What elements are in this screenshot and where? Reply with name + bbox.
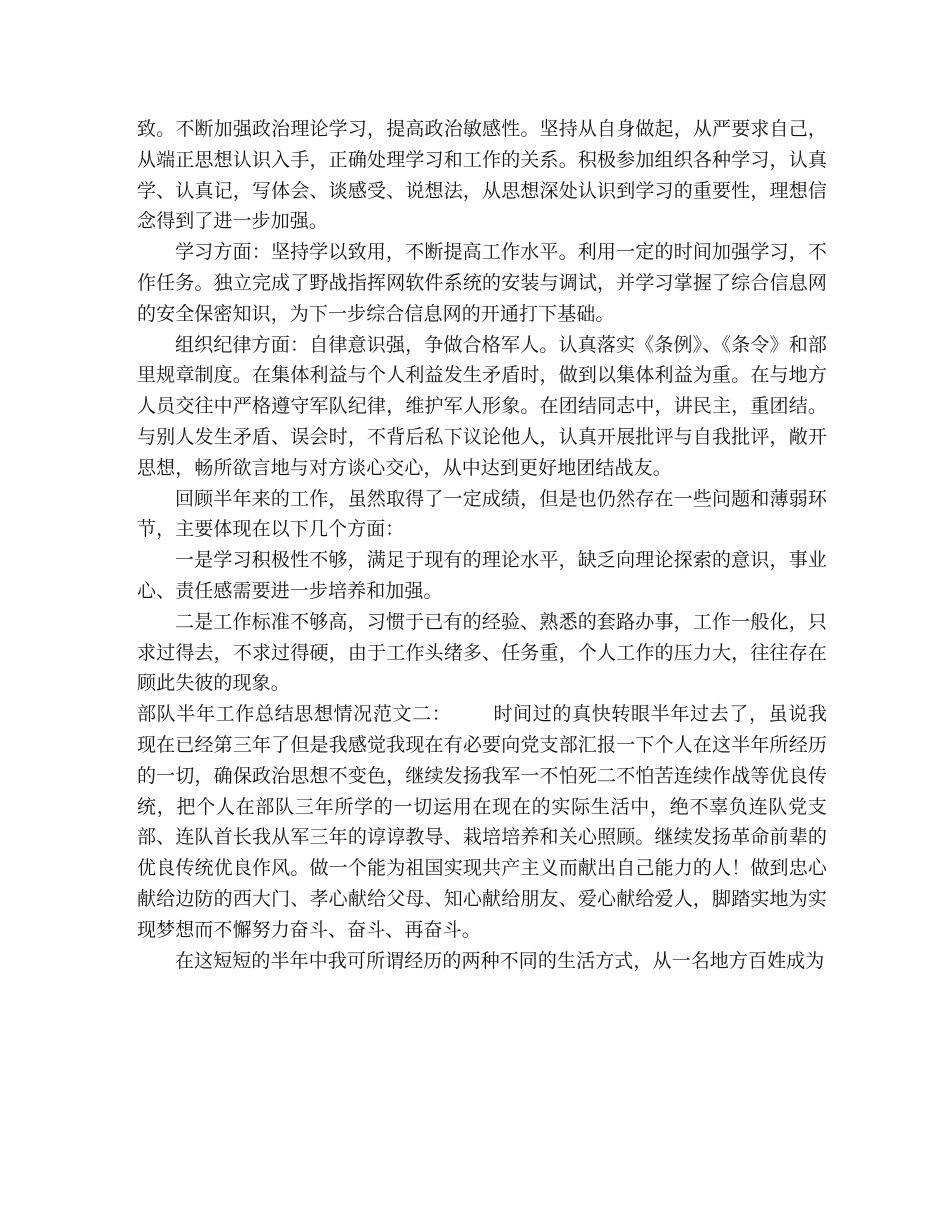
paragraph-sample-two — [137, 699, 827, 945]
paragraph-issue-two: 二是工作标准不够高，习惯于已有的经验、熟悉的套路办事，工作一般化，只求过得去，不求过得硬，由于工作头绪多、任务重，个人工作的压力大，往往存在顾此失彼的现象。 — [137, 610, 827, 695]
paragraph-discipline: 组织纪律方面：自律意识强，争做合格军人。认真落实《条例》、《条令》和部里规章制度。在集体利益与个人利益发生矛盾时，做到以集体利益为重。在与地方人员交往中严格遵守军队纪律，维护军人形象。在团结同志中，讲民主，重团结。与别人发生矛盾、误会时，不背后私下议论他人，认真开展批评与自我批评，敞开思想，畅所欲言地与对方谈心交心，从中达到更好地团结战友。 — [137, 333, 827, 479]
paragraph-issue-one: 一是学习积极性不够，满足于现有的理论水平，缺乏向理论探索的意识，事业心、责任感需要进一步培养和加强。 — [137, 549, 827, 602]
paragraph-final-partial: 在这短短的半年中我可所谓经历的两种不同的生活方式，从一名地方百姓成为 — [175, 949, 825, 972]
paragraph-continuation: 致。不断加强政治理论学习，提高政治敏感性。坚持从自身做起，从严要求自己，从端正思想认识入手，正确处理学习和工作的关系。积极参加组织各种学习，认真学、认真记，写体会、谈感受、说想法，从思想深处认识到学习的重要性，理想信念得到了进一步加强。 — [137, 118, 827, 233]
section-heading: 部队半年工作总结思想情况范文二： — [137, 703, 452, 726]
paragraph-review: 回顾半年来的工作，虽然取得了一定成绩，但是也仍然存在一些问题和薄弱环节，主要体现在以下几个方面： — [137, 487, 827, 541]
paragraph-study: 学习方面：坚持学以致用，不断提高工作水平。利用一定的时间加强学习，不作任务。独立完成了野战指挥网软件系统的安装与调试，并学习掌握了综合信息网的安全保密知识，为下一步综合信息网的开通打下基础。 — [137, 241, 827, 325]
section-heading-body: 时间过的真快转眼半年过去了，虽说我现在已经第三年了但是我感觉我现在有必要向党支部汇报一下个人在这半年所经历的一切，确保政治思想不变色，继续发扬我军一不怕死二不怕苦连续作战等优良传统，把个人在部队三年所学的一切运用在现在的实际生活中，绝不辜负连队党支部、连队首长我从军三年的谆谆教导、栽培培养和关心照顾。继续发扬革命前辈的优良传统优良作风。做一个能为祖国实现共产主义而献出自己能力的人！做到忠心献给边防的西大门、孝心献给父母、知心献给朋友、爱心献给爱人，脚踏实地为实现梦想而不懈努力奋斗、奋斗、再奋斗。 — [137, 703, 827, 941]
document-body — [137, 114, 827, 976]
